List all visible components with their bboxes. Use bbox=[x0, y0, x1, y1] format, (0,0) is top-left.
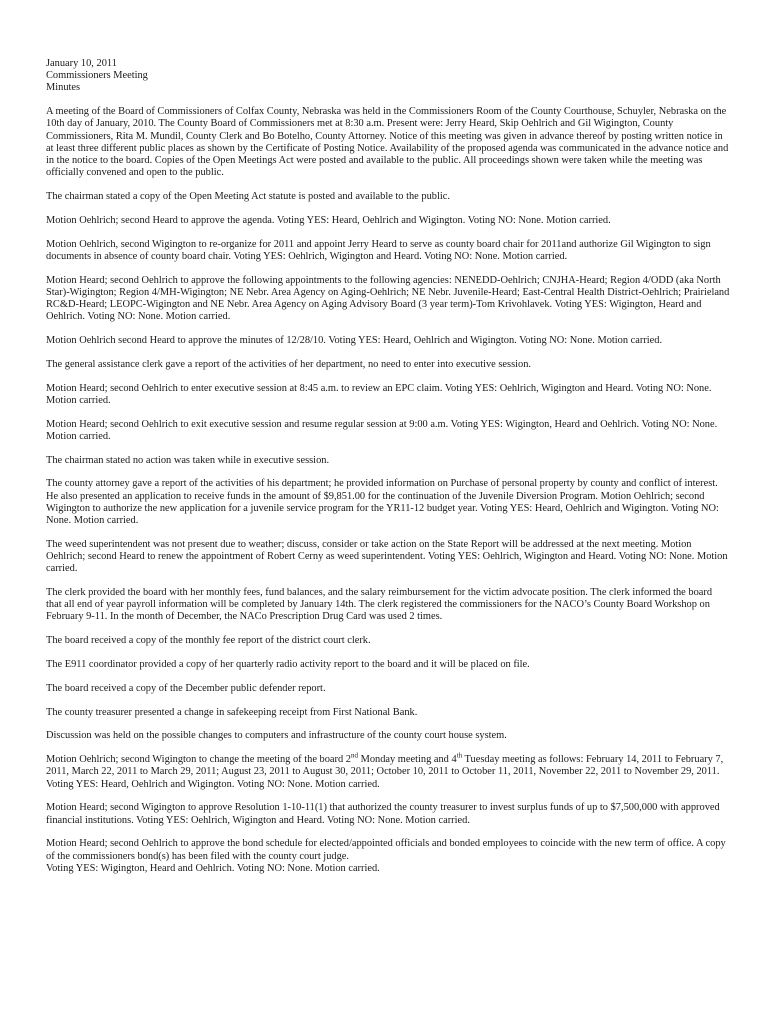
bond-vote: Voting YES: Wigington, Heard and Oehlrich. Voting NO: None. Motion carried. bbox=[46, 862, 380, 874]
document-header bbox=[46, 58, 730, 95]
schedule-text-1: Motion Oehlrich; second Wigington to change the meeting of the board 2 bbox=[46, 754, 351, 766]
paragraph-enter-executive-session: Motion Heard; second Oehlrich to enter executive session at 8:45 a.m. to review an EPC claim. Voting YES: Oehlrich, Wigington and Heard. Voting NO: None. Motion carried. bbox=[46, 382, 712, 406]
paragraph-agenda-motion: Motion Oehlrich; second Heard to approve the agenda. Voting YES: Heard, Oehlrich and Wigington. Voting NO: None. Motion carried. bbox=[46, 214, 611, 226]
paragraph-court-clerk-report: The board received a copy of the monthly fee report of the district court clerk. bbox=[46, 635, 371, 647]
paragraph-bond-schedule-motion bbox=[46, 838, 730, 875]
paragraph-resolution-motion: Motion Heard; second Wigington to approve Resolution 1-10-11(1) that authorized the county treasurer to invest surplus funds of up to $7,500,000 with approved financial institutions. Voting YES: Oehlrich, Wigington and Heard. Voting NO: None. Motion carried. bbox=[46, 802, 720, 826]
minutes-body bbox=[46, 106, 730, 875]
paragraph-treasurer-safekeeping: The county treasurer presented a change in safekeeping receipt from First National Bank. bbox=[46, 706, 418, 718]
document-type: Minutes bbox=[46, 82, 81, 94]
paragraph-exit-executive-session: Motion Heard; second Oehlrich to exit executive session and resume regular session at 9:00 a.m. Voting YES: Wigington, Heard and Oehlrich. Voting NO: None. Motion carried. bbox=[46, 418, 718, 442]
schedule-text-2: Monday meeting and 4 bbox=[357, 754, 457, 766]
paragraph-open-meeting-act: The chairman stated a copy of the Open Meeting Act statute is posted and available to the public. bbox=[46, 191, 450, 203]
paragraph-county-attorney: The county attorney gave a report of the activities of his department; he provided information on Purchase of personal property by county and conflict of interest. He also presented an application to receive funds in the amount of $9,851.00 for the continuation of the Juvenile Diversion Program. Motion Oehlrich; second Wigington to authorize the new application for a juvenile service program for the YR11-12 budget year. Voting YES: Heard, Oehlrich and Wigington. Voting NO: None. Motion carried. bbox=[46, 478, 719, 527]
paragraph-minutes-motion: Motion Oehlrich second Heard to approve the minutes of 12/28/10. Voting YES: Heard, Oehlrich and Wigington. Voting NO: None. Motion carried. bbox=[46, 335, 663, 347]
schedule-superscript-1: nd bbox=[350, 751, 358, 760]
paragraph-opening: A meeting of the Board of Commissioners of Colfax County, Nebraska was held in the Commissioners Room of the County Courthouse, Schuyler, Nebraska on the 10th day of January, 2010. The County Board of Commissioners met at 8:30 a.m. Present were: Jerry Heard, Skip Oehlrich and Gil Wigington, County Commissioners, Rita M. Mundil, County Clerk and Bo Botelho, County Attorney. Notice of this meeting was given in advance thereof by posting written notice in at least three different public places as shown by the Certificate of Posting Notice. Availability of the proposed agenda was communicated in the advance notice and in the notice to the board. Copies of the Open Meetings Act were posted and available to the public. All proceedings shown were taken while the meeting was officially convened and open to the public. bbox=[46, 106, 729, 179]
paragraph-computers-discussion: Discussion was held on the possible changes to computers and infrastructure of the county court house system. bbox=[46, 730, 507, 742]
paragraph-weed-superintendent: The weed superintendent was not present due to weather; discuss, consider or take action on the State Report will be addressed at the next meeting. Motion Oehlrich; second Heard to renew the appointment of Robert Cerny as weed superintendent. Voting YES: Oehlrich, Wigington and Heard. Voting NO: None. Motion carried. bbox=[46, 538, 728, 575]
paragraph-clerk-report: The clerk provided the board with her monthly fees, fund balances, and the salary reimbursement for the victim advocate position. The clerk informed the board that all end of year payroll information will be completed by January 14th. The clerk registered the commissioners for the NACO’s County Board Workshop on February 9-11. In the month of December, the NACo Prescription Drug Card was used 2 times. bbox=[46, 587, 713, 623]
paragraph-general-assistance: The general assistance clerk gave a report of the activities of her department, no need to enter into executive session. bbox=[46, 358, 531, 370]
schedule-text-3: Tuesday meeting as follows: February 14, 2011 to February 7, 2011, March 22, 2011 to March 29, 2011; August 23, 2011 to August 30, 2011; October 10, 2011 to October 11, 2011, November 22, 2011 to November 29, 2011. Voting YES: Heard, Oehlrich and Wigington. Voting NO: None. Motion carried. bbox=[46, 754, 724, 790]
schedule-superscript-2: th bbox=[456, 751, 463, 760]
paragraph-no-action: The chairman stated no action was taken while in executive session. bbox=[46, 454, 330, 466]
meeting-name: Commissioners Meeting bbox=[46, 70, 148, 82]
paragraph-appointments-motion: Motion Heard; second Oehlrich to approve the following appointments to the following agencies: NENEDD-Oehlrich; CNJHA-Heard; Region 4/ODD (aka North Star)-Wigington; Region 4/MH-Wigington; NE Nebr. Area Agency on Aging-Oehlrich; NE Nebr. Juvenile-Heard; East-Central Health District-Oehlrich; Prairieland RC&D-Heard; LEOPC-Wigington and NE Nebr. Area Agency on Aging Advisory Board (3 year term)-Tom Krivohlavek. Voting YES: Wigington, Heard and Oehlrich. Voting NO: None. Motion carried. bbox=[46, 274, 730, 323]
paragraph-public-defender-report: The board received a copy of the December public defender report. bbox=[46, 682, 326, 694]
bond-text: Motion Heard; second Oehlrich to approve the bond schedule for elected/appointed officials and bonded employees to coincide with the new term of office. A copy of the commissioners bond(s) has been filed with the county court judge. bbox=[46, 838, 726, 862]
paragraph-e911-report: The E911 coordinator provided a copy of her quarterly radio activity report to the board and it will be placed on file. bbox=[46, 659, 530, 671]
paragraph-meeting-schedule-motion bbox=[46, 751, 730, 791]
paragraph-reorganize-motion: Motion Oehlrich, second Wigington to re-organize for 2011 and appoint Jerry Heard to serve as county board chair for 2011and authorize Gil Wigington to sign documents in absence of county board chair. Voting YES: Oehlrich, Wigington and Heard. Voting NO: None. Motion carried. bbox=[46, 238, 711, 262]
minutes-document bbox=[46, 58, 730, 887]
meeting-date: January 10, 2011 bbox=[46, 58, 117, 69]
